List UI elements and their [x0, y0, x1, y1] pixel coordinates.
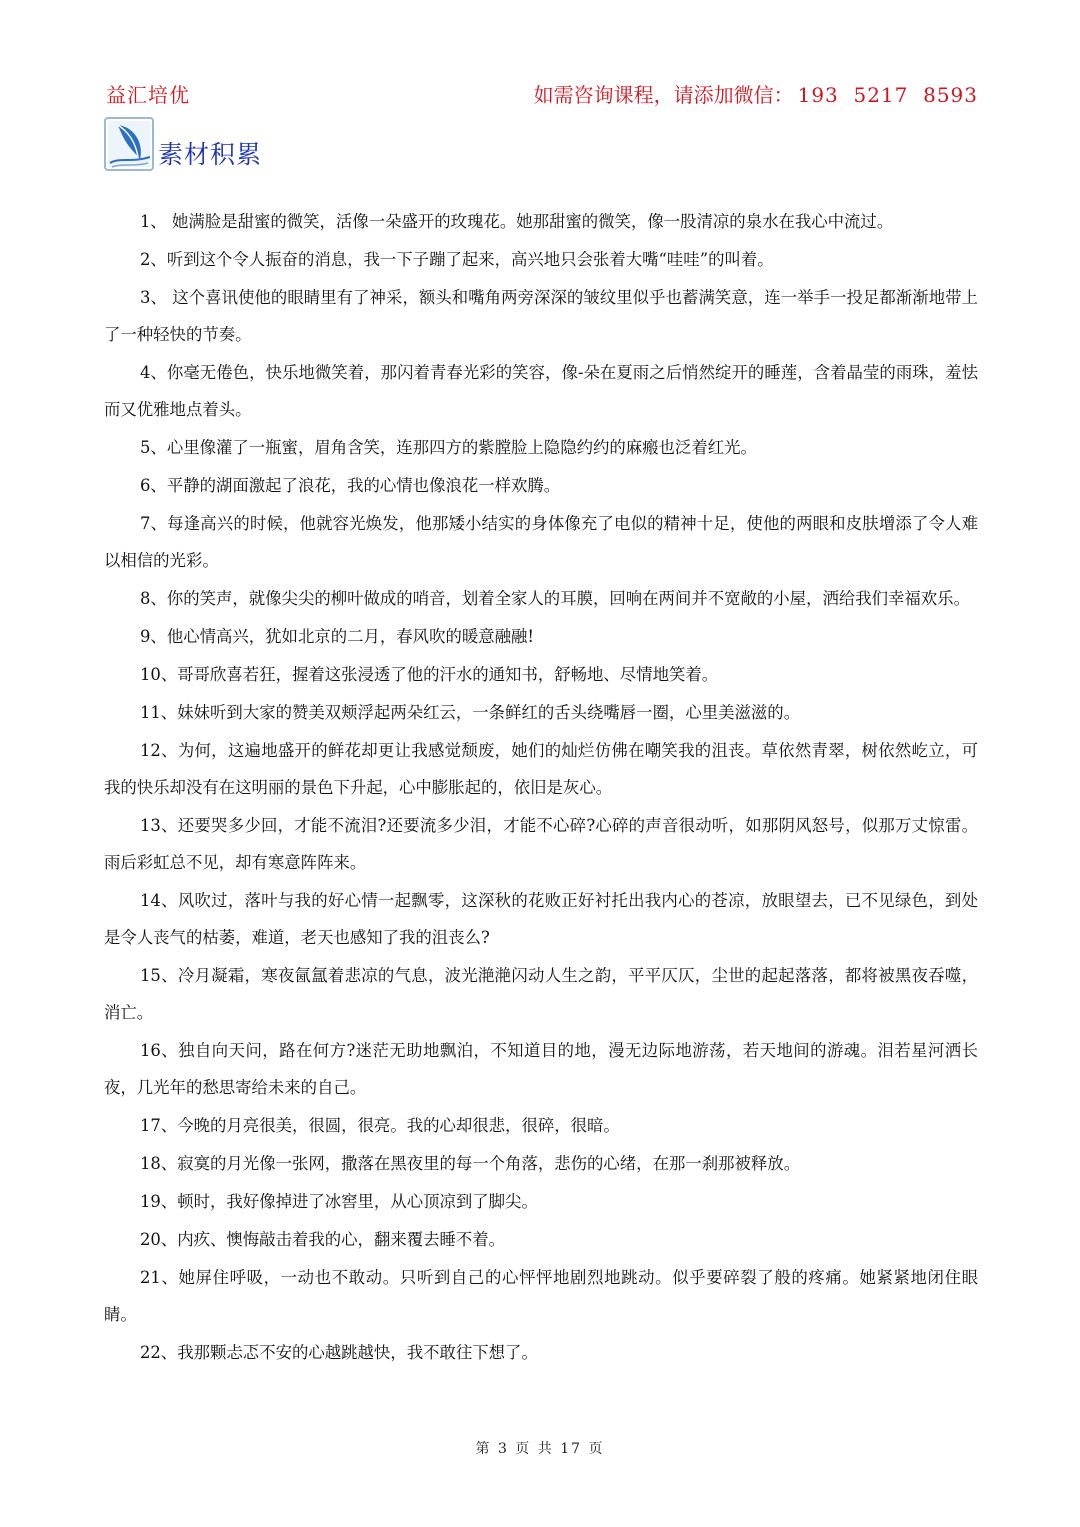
page-number: 第 3 页 共 17 页 [475, 1441, 605, 1457]
list-item: 6、平静的湖面激起了浪花，我的心情也像浪花一样欢腾。 [140, 476, 561, 495]
list-item: 5、心里像灌了一瓶蜜，眉角含笑，连那四方的紫膛脸上隐隐约约的麻瘢也泛着红光。 [140, 438, 757, 457]
feather-quill-icon [104, 117, 156, 173]
list-item: 12、为何，这遍地盛开的鲜花却更让我感觉颓废，她们的灿烂仿佛在嘲笑我的沮丧。草依然青翠，树依然屹立，可我的快乐却没有在这明丽的景色下升起，心中膨胀起的，依旧是灰心。 [104, 741, 978, 797]
list-item: 13、还要哭多少回，才能不流泪?还要流多少泪，才能不心碎?心碎的声音很动听，如那阴风怒号，似那万丈惊雷。雨后彩虹总不见，却有寒意阵阵来。 [104, 816, 978, 872]
wechat-number: 193 5217 8593 [797, 82, 978, 107]
list-item: 10、哥哥欣喜若狂，握着这张浸透了他的汗水的通知书，舒畅地、尽情地笑着。 [140, 665, 719, 684]
list-item: 7、每逢高兴的时候，他就容光焕发，他那矮小结实的身体像充了电似的精神十足，使他的两眼和皮肤增添了令人难以相信的光彩。 [104, 514, 978, 570]
list-item: 21、她屏住呼吸，一动也不敢动。只听到自己的心怦怦地剧烈地跳动。似乎要碎裂了般的疼痛。她紧紧地闭住眼睛。 [104, 1268, 978, 1324]
section-heading [104, 113, 262, 173]
list-item: 4、你毫无倦色，快乐地微笑着，那闪着青春光彩的笑容，像-朵在夏雨之后悄然绽开的睡莲，含着晶莹的雨珠，羞怯而又优雅地点着头。 [104, 363, 978, 419]
contact-info [534, 79, 978, 108]
list-item: 22、我那颗忐忑不安的心越跳越快，我不敢往下想了。 [140, 1343, 538, 1362]
list-item: 17、今晚的月亮很美，很圆，很亮。我的心却很悲，很碎，很暗。 [140, 1116, 620, 1135]
list-item: 19、顿时，我好像掉进了冰窖里，从心顶凉到了脚尖。 [140, 1192, 538, 1211]
list-item: 8、你的笑声，就像尖尖的柳叶做成的哨音，划着全家人的耳膜，回响在两间并不宽敞的小屋，洒给我们幸福欢乐。 [140, 589, 970, 608]
list-item: 11、妹妹听到大家的赞美双颊浮起两朵红云，一条鲜红的舌头绕嘴唇一圈，心里美滋滋的。 [140, 703, 801, 722]
list-item: 2、听到这个令人振奋的消息，我一下子蹦了起来，高兴地只会张着大嘴“哇哇”的叫着。 [140, 250, 774, 269]
list-item: 1、 她满脸是甜蜜的微笑，活像一朵盛开的玫瑰花。她那甜蜜的微笑，像一股清凉的泉水在我心中流过。 [140, 212, 894, 231]
contact-label: 如需咨询课程，请添加微信： [533, 82, 794, 107]
list-item: 9、他心情高兴，犹如北京的二月，春风吹的暖意融融! [140, 627, 534, 646]
material-list [104, 203, 978, 1372]
brand-name: 益汇培优 [106, 82, 190, 107]
list-item: 15、冷月凝霜，寒夜氤氲着悲凉的气息，波光滟滟闪动人生之韵，平平仄仄，尘世的起起落落，都将被黑夜吞噬，消亡。 [104, 966, 978, 1022]
list-item: 20、内疚、懊悔敲击着我的心，翻来覆去睡不着。 [140, 1230, 506, 1249]
list-item: 14、风吹过，落叶与我的好心情一起飘零，这深秋的花败正好衬托出我内心的苍凉，放眼望去，已不见绿色，到处是令人丧气的枯萎，难道，老天也感知了我的沮丧么? [104, 891, 978, 947]
page-header [106, 78, 978, 108]
section-title: 素材积累 [158, 140, 263, 169]
list-item: 16、独自向天问，路在何方?迷茫无助地飘泊，不知道目的地，漫无边际地游荡，若天地间的游魂。泪若星河洒长夜，几光年的愁思寄给未来的自己。 [104, 1041, 978, 1097]
list-item: 18、寂寞的月光像一张网，撒落在黑夜里的每一个角落，悲伤的心绪，在那一刹那被释放。 [140, 1154, 801, 1173]
list-item: 3、 这个喜讯使他的眼睛里有了神采，额头和嘴角两旁深深的皱纹里似乎也蓄满笑意，连一举手一投足都渐渐地带上了一种轻快的节奏。 [104, 288, 978, 344]
